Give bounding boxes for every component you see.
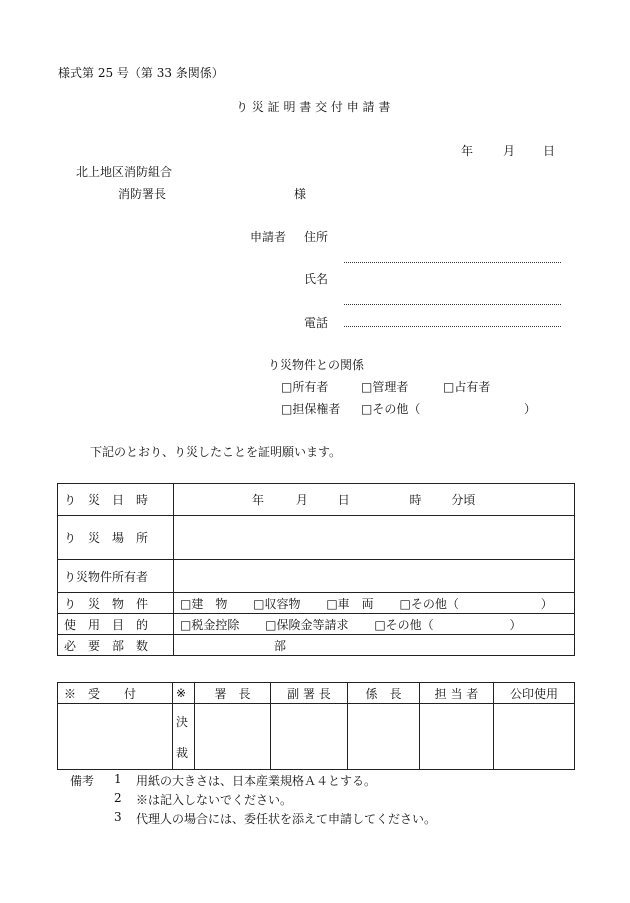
cell-section-chief[interactable] — [348, 704, 420, 770]
header-deputy-chief: 副 署 長 — [271, 683, 348, 704]
property-option-vehicle[interactable]: □車 両 — [326, 596, 374, 611]
header-section-chief: 係 長 — [348, 683, 420, 704]
property-option-contents[interactable]: □収容物 — [253, 596, 301, 611]
form-number: 様式第 25 号（第 33 条関係） — [58, 66, 224, 80]
date-day-label: 日 — [543, 144, 556, 158]
date-minute-unit: 分頃 — [451, 493, 476, 507]
note-text-2: ※は記入しないでください。 — [136, 793, 293, 807]
date-year-label: 年 — [461, 144, 474, 158]
row-label-location: り 災 場 所 — [58, 516, 174, 560]
note-number-1: 1 — [114, 772, 122, 786]
cell-official-seal[interactable] — [494, 704, 575, 770]
cell-person-in-charge[interactable] — [420, 704, 494, 770]
cell-deputy-chief[interactable] — [271, 704, 348, 770]
row-value-owner[interactable] — [174, 560, 575, 593]
property-option-other-close: ） — [540, 596, 553, 611]
office-use-table — [57, 682, 575, 770]
date-month-label: 月 — [503, 144, 516, 158]
cell-kessai — [173, 704, 195, 770]
table-row — [58, 484, 575, 516]
purpose-option-insurance[interactable]: □保険金等請求 — [265, 617, 349, 632]
header-official-seal: 公印使用 — [494, 683, 575, 704]
date-day-unit: 日 — [337, 493, 350, 507]
header-chief: 署 長 — [195, 683, 271, 704]
phone-field[interactable] — [344, 326, 561, 327]
note-text-1: 用紙の大きさは、日本産業規格Ａ４とする。 — [136, 774, 377, 788]
relation-heading: り災物件との関係 — [268, 358, 365, 372]
addressee-org: 北上地区消防組合 — [76, 165, 173, 179]
purpose-option-other-close: ） — [509, 617, 522, 632]
applicant-phone-label: 電話 — [304, 316, 329, 330]
applicant-address-label: 住所 — [304, 230, 329, 244]
table-row — [58, 593, 575, 614]
note-number-2: 2 — [114, 791, 122, 805]
row-label-purpose: 使 用 目 的 — [58, 614, 174, 635]
addressee-role: 消防署長 — [118, 187, 167, 201]
relation-option-other[interactable]: □その他（ — [361, 402, 421, 416]
statement-text: 下記のとおり、り災したことを証明願います。 — [90, 445, 342, 459]
name-field[interactable] — [344, 304, 561, 305]
relation-option-mortgagee[interactable]: □担保権者 — [281, 402, 341, 416]
copies-unit: 部 — [274, 638, 287, 653]
page-title: り 災 証 明 書 交 付 申 請 書 — [236, 100, 391, 114]
header-reception: ※ 受 付 — [58, 683, 173, 704]
date-year-unit: 年 — [252, 493, 265, 507]
property-option-other[interactable]: □その他（ — [399, 596, 459, 611]
property-option-building[interactable]: □建 物 — [180, 596, 228, 611]
applicant-heading: 申請者 — [250, 230, 287, 244]
relation-option-other-close: ） — [524, 402, 537, 416]
table-row — [58, 704, 575, 770]
table-row — [58, 683, 575, 704]
date-hour-unit: 時 — [409, 493, 422, 507]
row-label-owner: り災物件所有者 — [58, 560, 174, 593]
kessai-char-2: 裁 — [176, 745, 189, 760]
relation-option-owner[interactable]: □所有者 — [281, 380, 329, 394]
row-value-date[interactable] — [174, 484, 575, 516]
cell-reception[interactable] — [58, 704, 173, 770]
address-field[interactable] — [344, 262, 561, 263]
row-value-purpose — [174, 614, 575, 635]
notes-heading: 備考 — [70, 774, 95, 788]
addressee-honorific: 様 — [294, 187, 307, 201]
row-label-date: り 災 日 時 — [58, 484, 174, 516]
table-row — [58, 635, 575, 656]
kessai-char-1: 決 — [176, 714, 189, 729]
date-month-unit: 月 — [295, 493, 308, 507]
relation-option-manager[interactable]: □管理者 — [361, 380, 409, 394]
note-text-3: 代理人の場合には、委任状を添えて申請してください。 — [136, 812, 437, 826]
row-label-copies: 必 要 部 数 — [58, 635, 174, 656]
row-value-location[interactable] — [174, 516, 575, 560]
row-label-property: り 災 物 件 — [58, 593, 174, 614]
purpose-option-other[interactable]: □その他（ — [374, 617, 434, 632]
purpose-option-tax[interactable]: □税金控除 — [180, 617, 240, 632]
main-table — [57, 483, 575, 656]
relation-option-occupant[interactable]: □占有者 — [443, 380, 491, 394]
table-row — [58, 560, 575, 593]
header-kessai-mark: ※ — [173, 683, 195, 704]
table-row — [58, 614, 575, 635]
cell-chief[interactable] — [195, 704, 271, 770]
table-row — [58, 516, 575, 560]
applicant-name-label: 氏名 — [304, 272, 329, 286]
row-value-property — [174, 593, 575, 614]
header-person-in-charge: 担 当 者 — [420, 683, 494, 704]
note-number-3: 3 — [114, 810, 122, 824]
row-value-copies[interactable] — [174, 635, 575, 656]
